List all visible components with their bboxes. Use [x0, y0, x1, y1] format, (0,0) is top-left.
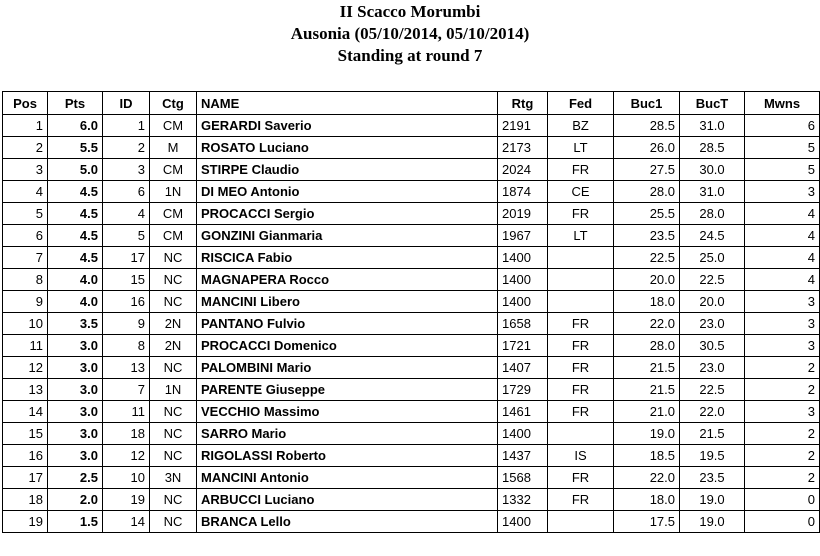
cell-id: 12 — [103, 445, 150, 467]
cell-buct: 20.0 — [680, 291, 745, 313]
cell-rtg: 1721 — [498, 335, 548, 357]
cell-pts: 4.5 — [48, 181, 103, 203]
cell-buct: 31.0 — [680, 115, 745, 137]
cell-ctg: NC — [150, 445, 197, 467]
cell-rtg: 2024 — [498, 159, 548, 181]
cell-buct: 24.5 — [680, 225, 745, 247]
cell-id: 5 — [103, 225, 150, 247]
cell-pts: 3.5 — [48, 313, 103, 335]
table-row — [3, 335, 820, 357]
table-row — [3, 357, 820, 379]
cell-fed: FR — [548, 335, 614, 357]
cell-buct: 30.0 — [680, 159, 745, 181]
cell-name: RISCICA Fabio — [197, 247, 498, 269]
cell-buc1: 21.0 — [614, 401, 680, 423]
cell-name: VECCHIO Massimo — [197, 401, 498, 423]
cell-pts: 3.0 — [48, 445, 103, 467]
cell-name: GERARDI Saverio — [197, 115, 498, 137]
col-header-id: ID — [103, 92, 150, 115]
col-header-buc1: Buc1 — [614, 92, 680, 115]
cell-fed — [548, 247, 614, 269]
cell-pos: 12 — [3, 357, 48, 379]
table-row — [3, 445, 820, 467]
cell-fed: FR — [548, 401, 614, 423]
cell-fed — [548, 423, 614, 445]
cell-name: PROCACCI Sergio — [197, 203, 498, 225]
cell-id: 2 — [103, 137, 150, 159]
cell-ctg: 3N — [150, 467, 197, 489]
cell-mwns: 2 — [745, 467, 820, 489]
cell-fed: CE — [548, 181, 614, 203]
cell-name: SARRO Mario — [197, 423, 498, 445]
cell-buc1: 18.0 — [614, 489, 680, 511]
cell-ctg: M — [150, 137, 197, 159]
cell-name: ARBUCCI Luciano — [197, 489, 498, 511]
cell-mwns: 2 — [745, 423, 820, 445]
cell-name: PARENTE Giuseppe — [197, 379, 498, 401]
cell-mwns: 3 — [745, 291, 820, 313]
cell-buct: 30.5 — [680, 335, 745, 357]
cell-name: ROSATO Luciano — [197, 137, 498, 159]
cell-id: 19 — [103, 489, 150, 511]
cell-name: MANCINI Libero — [197, 291, 498, 313]
cell-pos: 5 — [3, 203, 48, 225]
cell-mwns: 4 — [745, 203, 820, 225]
cell-pos: 4 — [3, 181, 48, 203]
cell-ctg: NC — [150, 423, 197, 445]
cell-mwns: 5 — [745, 159, 820, 181]
cell-mwns: 4 — [745, 269, 820, 291]
cell-pts: 4.5 — [48, 203, 103, 225]
cell-ctg: NC — [150, 269, 197, 291]
cell-buc1: 18.5 — [614, 445, 680, 467]
cell-pos: 1 — [3, 115, 48, 137]
col-header-ctg: Ctg — [150, 92, 197, 115]
cell-mwns: 0 — [745, 511, 820, 533]
standing-round-label: Standing at round 7 — [337, 46, 483, 65]
cell-fed: LT — [548, 225, 614, 247]
cell-pos: 11 — [3, 335, 48, 357]
cell-fed: LT — [548, 137, 614, 159]
cell-pos: 10 — [3, 313, 48, 335]
cell-buc1: 21.5 — [614, 379, 680, 401]
cell-pts: 3.0 — [48, 335, 103, 357]
cell-buct: 31.0 — [680, 181, 745, 203]
cell-fed — [548, 269, 614, 291]
cell-ctg: 2N — [150, 313, 197, 335]
cell-fed: IS — [548, 445, 614, 467]
cell-ctg: 2N — [150, 335, 197, 357]
cell-pts: 5.0 — [48, 159, 103, 181]
cell-ctg: NC — [150, 357, 197, 379]
cell-id: 17 — [103, 247, 150, 269]
cell-rtg: 1729 — [498, 379, 548, 401]
cell-rtg: 1400 — [498, 291, 548, 313]
cell-mwns: 2 — [745, 445, 820, 467]
cell-fed: FR — [548, 357, 614, 379]
cell-pts: 4.5 — [48, 247, 103, 269]
cell-mwns: 6 — [745, 115, 820, 137]
cell-mwns: 3 — [745, 313, 820, 335]
cell-id: 11 — [103, 401, 150, 423]
cell-id: 4 — [103, 203, 150, 225]
cell-mwns: 3 — [745, 401, 820, 423]
table-row — [3, 115, 820, 137]
cell-id: 15 — [103, 269, 150, 291]
cell-fed: FR — [548, 159, 614, 181]
cell-mwns: 2 — [745, 357, 820, 379]
cell-id: 9 — [103, 313, 150, 335]
standings-table — [2, 91, 820, 533]
cell-ctg: NC — [150, 511, 197, 533]
cell-fed — [548, 511, 614, 533]
cell-mwns: 3 — [745, 181, 820, 203]
cell-pts: 4.0 — [48, 291, 103, 313]
cell-pts: 6.0 — [48, 115, 103, 137]
cell-ctg: NC — [150, 291, 197, 313]
cell-id: 14 — [103, 511, 150, 533]
col-header-pts: Pts — [48, 92, 103, 115]
cell-rtg: 2173 — [498, 137, 548, 159]
cell-rtg: 1400 — [498, 247, 548, 269]
cell-rtg: 1874 — [498, 181, 548, 203]
cell-id: 18 — [103, 423, 150, 445]
table-row — [3, 313, 820, 335]
cell-buct: 19.5 — [680, 445, 745, 467]
cell-buc1: 28.0 — [614, 335, 680, 357]
cell-ctg: CM — [150, 225, 197, 247]
cell-ctg: CM — [150, 115, 197, 137]
cell-fed: FR — [548, 379, 614, 401]
cell-pts: 3.0 — [48, 401, 103, 423]
cell-rtg: 1332 — [498, 489, 548, 511]
cell-buc1: 22.5 — [614, 247, 680, 269]
tournament-venue-dates: Ausonia (05/10/2014, 05/10/2014) — [290, 24, 530, 43]
cell-buct: 22.5 — [680, 379, 745, 401]
cell-fed: FR — [548, 489, 614, 511]
cell-buc1: 28.5 — [614, 115, 680, 137]
table-row — [3, 401, 820, 423]
cell-ctg: NC — [150, 401, 197, 423]
table-row — [3, 423, 820, 445]
cell-buc1: 17.5 — [614, 511, 680, 533]
cell-pos: 2 — [3, 137, 48, 159]
table-row — [3, 225, 820, 247]
cell-buct: 19.0 — [680, 489, 745, 511]
cell-pos: 6 — [3, 225, 48, 247]
table-row — [3, 181, 820, 203]
cell-mwns: 3 — [745, 335, 820, 357]
cell-name: GONZINI Gianmaria — [197, 225, 498, 247]
cell-ctg: CM — [150, 159, 197, 181]
cell-buct: 23.5 — [680, 467, 745, 489]
cell-fed: FR — [548, 313, 614, 335]
cell-pos: 15 — [3, 423, 48, 445]
cell-id: 6 — [103, 181, 150, 203]
cell-pos: 14 — [3, 401, 48, 423]
cell-name: PROCACCI Domenico — [197, 335, 498, 357]
cell-buc1: 27.5 — [614, 159, 680, 181]
cell-buct: 28.5 — [680, 137, 745, 159]
cell-ctg: NC — [150, 247, 197, 269]
cell-pts: 5.5 — [48, 137, 103, 159]
cell-buct: 21.5 — [680, 423, 745, 445]
col-header-pos: Pos — [3, 92, 48, 115]
cell-pts: 3.0 — [48, 423, 103, 445]
cell-mwns: 4 — [745, 247, 820, 269]
cell-name: PALOMBINI Mario — [197, 357, 498, 379]
table-row — [3, 379, 820, 401]
cell-name: RIGOLASSI Roberto — [197, 445, 498, 467]
cell-name: PANTANO Fulvio — [197, 313, 498, 335]
tournament-title: II Scacco Morumbi — [339, 2, 481, 21]
cell-pts: 3.0 — [48, 357, 103, 379]
cell-pts: 1.5 — [48, 511, 103, 533]
cell-pos: 7 — [3, 247, 48, 269]
cell-buc1: 25.5 — [614, 203, 680, 225]
cell-mwns: 2 — [745, 379, 820, 401]
cell-buc1: 20.0 — [614, 269, 680, 291]
table-row — [3, 137, 820, 159]
table-row — [3, 247, 820, 269]
cell-ctg: 1N — [150, 181, 197, 203]
col-header-fed: Fed — [548, 92, 614, 115]
cell-buc1: 19.0 — [614, 423, 680, 445]
cell-name: MANCINI Antonio — [197, 467, 498, 489]
cell-buct: 23.0 — [680, 313, 745, 335]
cell-id: 13 — [103, 357, 150, 379]
cell-rtg: 1400 — [498, 511, 548, 533]
cell-buc1: 18.0 — [614, 291, 680, 313]
cell-name: DI MEO Antonio — [197, 181, 498, 203]
cell-pts: 4.0 — [48, 269, 103, 291]
cell-rtg: 1658 — [498, 313, 548, 335]
col-header-rtg: Rtg — [498, 92, 548, 115]
cell-rtg: 1400 — [498, 423, 548, 445]
col-header-name: NAME — [197, 92, 498, 115]
cell-pos: 16 — [3, 445, 48, 467]
cell-mwns: 0 — [745, 489, 820, 511]
cell-buc1: 21.5 — [614, 357, 680, 379]
cell-pts: 4.5 — [48, 225, 103, 247]
cell-fed: FR — [548, 203, 614, 225]
cell-id: 10 — [103, 467, 150, 489]
cell-buct: 23.0 — [680, 357, 745, 379]
cell-id: 3 — [103, 159, 150, 181]
cell-fed: BZ — [548, 115, 614, 137]
cell-pts: 2.5 — [48, 467, 103, 489]
cell-rtg: 2019 — [498, 203, 548, 225]
cell-id: 8 — [103, 335, 150, 357]
cell-rtg: 1407 — [498, 357, 548, 379]
cell-buc1: 22.0 — [614, 313, 680, 335]
cell-mwns: 5 — [745, 137, 820, 159]
col-header-mwns: Mwns — [745, 92, 820, 115]
cell-buc1: 23.5 — [614, 225, 680, 247]
cell-rtg: 1967 — [498, 225, 548, 247]
table-row — [3, 203, 820, 225]
cell-id: 16 — [103, 291, 150, 313]
cell-pos: 17 — [3, 467, 48, 489]
cell-ctg: 1N — [150, 379, 197, 401]
table-row — [3, 489, 820, 511]
cell-mwns: 4 — [745, 225, 820, 247]
cell-buct: 28.0 — [680, 203, 745, 225]
cell-id: 1 — [103, 115, 150, 137]
cell-ctg: NC — [150, 489, 197, 511]
cell-pos: 18 — [3, 489, 48, 511]
cell-fed — [548, 291, 614, 313]
cell-pos: 9 — [3, 291, 48, 313]
standings-body — [3, 115, 820, 533]
cell-pos: 13 — [3, 379, 48, 401]
header-row — [3, 92, 820, 115]
table-row — [3, 269, 820, 291]
cell-name: BRANCA Lello — [197, 511, 498, 533]
cell-fed: FR — [548, 467, 614, 489]
cell-rtg: 1461 — [498, 401, 548, 423]
table-row — [3, 467, 820, 489]
table-row — [3, 159, 820, 181]
cell-buct: 22.5 — [680, 269, 745, 291]
table-row — [3, 511, 820, 533]
cell-id: 7 — [103, 379, 150, 401]
cell-buct: 19.0 — [680, 511, 745, 533]
cell-buc1: 22.0 — [614, 467, 680, 489]
report-header — [0, 0, 820, 67]
cell-rtg: 2191 — [498, 115, 548, 137]
cell-pos: 8 — [3, 269, 48, 291]
cell-rtg: 1437 — [498, 445, 548, 467]
cell-buct: 22.0 — [680, 401, 745, 423]
cell-buc1: 26.0 — [614, 137, 680, 159]
cell-pos: 3 — [3, 159, 48, 181]
cell-buct: 25.0 — [680, 247, 745, 269]
cell-name: STIRPE Claudio — [197, 159, 498, 181]
cell-pos: 19 — [3, 511, 48, 533]
cell-buc1: 28.0 — [614, 181, 680, 203]
cell-pts: 2.0 — [48, 489, 103, 511]
cell-pts: 3.0 — [48, 379, 103, 401]
col-header-buct: BucT — [680, 92, 745, 115]
cell-name: MAGNAPERA Rocco — [197, 269, 498, 291]
cell-rtg: 1568 — [498, 467, 548, 489]
cell-ctg: CM — [150, 203, 197, 225]
table-row — [3, 291, 820, 313]
cell-rtg: 1400 — [498, 269, 548, 291]
